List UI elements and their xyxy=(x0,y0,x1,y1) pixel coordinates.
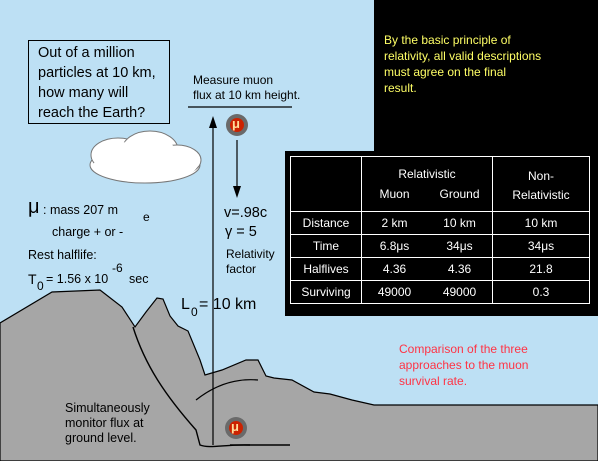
muon-value: 49000 xyxy=(377,285,412,299)
question-line: reach the Earth? xyxy=(38,105,146,121)
measure-line: flux at 10 km height. xyxy=(193,88,301,102)
nonrel-value: 34μs xyxy=(493,235,590,258)
relativistic-subheaders xyxy=(362,187,492,201)
table-row xyxy=(291,235,590,258)
measure-label xyxy=(193,73,300,103)
relativity-factor-label xyxy=(226,247,275,277)
nonrel-value: 0.3 xyxy=(493,281,590,304)
velocity-label: v=.98c xyxy=(224,205,268,221)
question-box xyxy=(28,40,170,124)
table-row xyxy=(291,258,590,281)
ground-value: 4.36 xyxy=(447,262,472,276)
nonrel-header xyxy=(493,157,589,205)
relativistic-header: Relativistic xyxy=(398,167,456,181)
halflife-value: = 1.56 x 10 xyxy=(46,272,109,286)
comparison-line: survival rate. xyxy=(399,374,468,388)
comparison-table-panel xyxy=(285,151,593,316)
rel-values-cell xyxy=(362,212,493,235)
nonrel-header-cell xyxy=(493,157,590,212)
halflife-T-subscript: 0 xyxy=(37,279,44,293)
ground-monitor-line: Simultaneously xyxy=(65,401,150,415)
header-empty-cell xyxy=(291,157,362,212)
muon-mass-label: : mass 207 m xyxy=(43,203,119,217)
particle-label-bottom: μ xyxy=(231,419,239,434)
muon-value: 4.36 xyxy=(382,262,407,276)
principle-line: result. xyxy=(384,81,417,95)
table-header-row xyxy=(291,157,590,212)
measure-line: Measure muon xyxy=(193,73,274,87)
ground-value: 10 km xyxy=(443,216,476,230)
nonrel-value: 10 km xyxy=(493,212,590,235)
length-subscript: 0 xyxy=(191,305,198,319)
mass-subscript: e xyxy=(143,210,150,224)
ground-monitor-line: monitor flux at xyxy=(65,416,144,430)
comparison-line: Comparison of the three xyxy=(399,342,528,356)
question-line: how many will xyxy=(38,85,129,101)
row-label: Surviving xyxy=(291,281,362,304)
ground-value: 49000 xyxy=(442,285,477,299)
gamma-label: γ = 5 xyxy=(225,224,257,240)
halflife-T: T xyxy=(28,271,37,287)
muon-frame-header: Muon xyxy=(379,187,410,201)
comparison-line: approaches to the muon xyxy=(399,358,529,372)
relativity-factor-line: factor xyxy=(226,262,257,276)
table-row xyxy=(291,212,590,235)
rel-values-cell xyxy=(362,258,493,281)
halflife-exponent: -6 xyxy=(112,261,123,275)
particle-label-top: μ xyxy=(232,116,240,131)
row-label: Time xyxy=(291,235,362,258)
nonrel-header-line: Non- xyxy=(527,169,554,183)
row-label: Halflives xyxy=(291,258,362,281)
muon-value: 6.8μs xyxy=(379,239,410,253)
principle-line: relativity, all valid descriptions xyxy=(384,49,542,63)
muon-charge-label: charge + or - xyxy=(52,225,124,239)
nonrel-header-line: Relativistic xyxy=(512,188,570,202)
ground-frame-header: Ground xyxy=(439,187,480,201)
length-L: L xyxy=(181,296,190,313)
principle-line: By the basic principle of xyxy=(384,33,511,47)
question-line: Out of a million xyxy=(38,45,135,61)
comparison-note xyxy=(399,341,528,389)
rel-values-cell xyxy=(362,281,493,304)
ground-monitor-label xyxy=(65,401,150,446)
comparison-table xyxy=(290,156,590,304)
row-label: Distance xyxy=(291,212,362,235)
principle-note xyxy=(384,32,541,96)
question-line: particles at 10 km, xyxy=(38,65,156,81)
relativistic-header-cell xyxy=(362,157,493,212)
halflife-unit: sec xyxy=(129,272,149,286)
halflife-title: Rest halflife: xyxy=(28,248,97,262)
principle-line: must agree on the final xyxy=(384,65,507,79)
ground-value: 34μs xyxy=(446,239,473,253)
table-row xyxy=(291,281,590,304)
rel-values-cell xyxy=(362,235,493,258)
nonrel-value: 21.8 xyxy=(493,258,590,281)
relativity-factor-line: Relativity xyxy=(226,247,275,261)
muon-symbol: μ xyxy=(28,196,40,218)
muon-value: 2 km xyxy=(381,216,408,230)
ground-monitor-line: ground level. xyxy=(65,431,137,445)
length-value: = 10 km xyxy=(199,296,257,313)
